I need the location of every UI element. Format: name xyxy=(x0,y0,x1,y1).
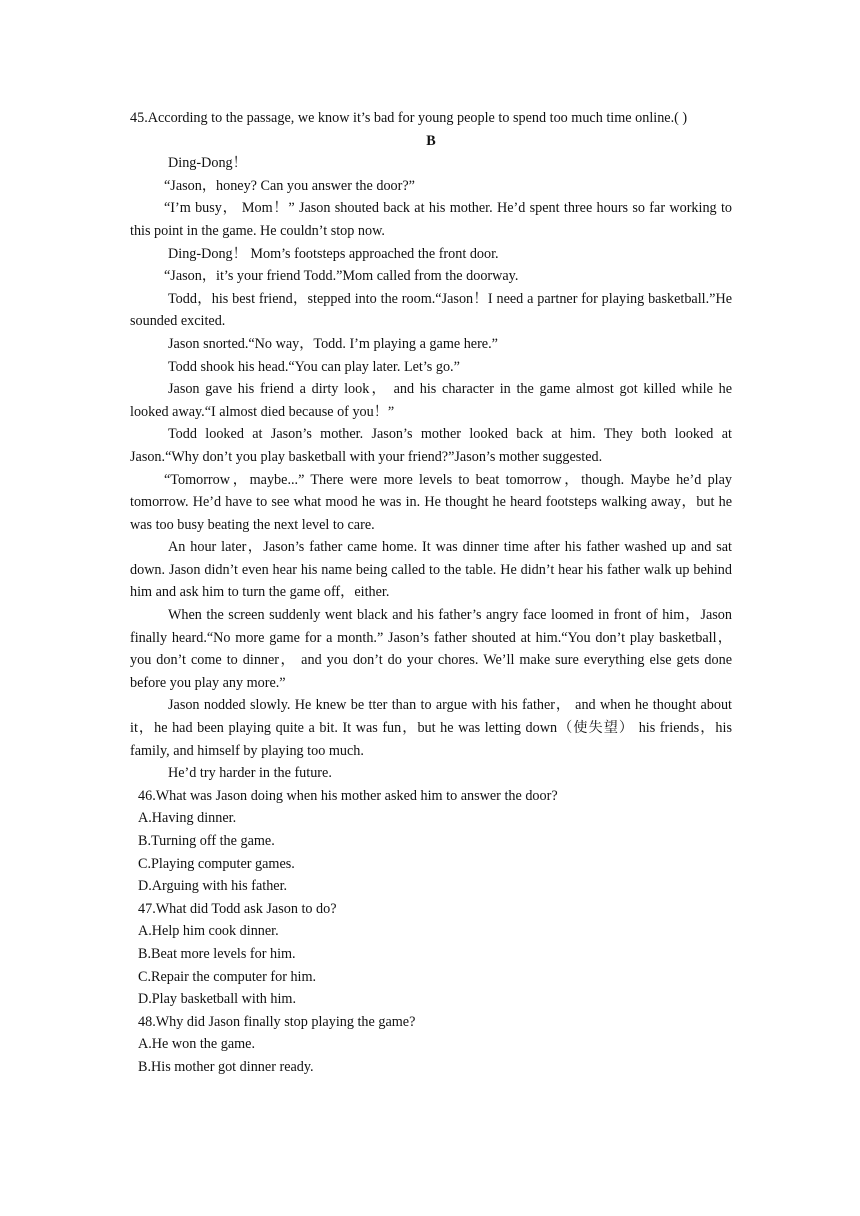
answer-option: A.He won the game. xyxy=(138,1036,256,1053)
paragraph: An hour later，Jason’s father came home. It was dinner time after his father washed up and sat down. Jason didn’t even hear his name being called to the table. He didn’t hear his father walk up behind him and ask him to turn the game off，either. xyxy=(130,539,732,601)
paragraph: He’d try harder in the future. xyxy=(168,765,332,782)
paragraph: Todd，his best friend，stepped into the room.“Jason！I need a partner for playing basketball.”He sounded excited. xyxy=(130,290,732,330)
answer-option: D.Arguing with his father. xyxy=(138,878,288,895)
answer-option: A.Having dinner. xyxy=(138,810,237,827)
answer-option: D.Play basketball with him. xyxy=(138,991,297,1008)
question-stem: 46.What was Jason doing when his mother asked him to answer the door? xyxy=(138,787,558,804)
paragraph: “I’m busy， Mom！” Jason shouted back at his mother. He’d spent three hours so far working to this point in the game. He couldn’t stop now. xyxy=(130,200,732,239)
paragraph: Jason snorted.“No way，Todd. I’m playing a game here.” xyxy=(168,335,498,352)
paragraph: Todd looked at Jason’s mother. Jason’s mother looked back at him. They both looked at Jason.“Why don’t you play basketball with your friend?”Jason’s mother suggested. xyxy=(130,426,732,465)
question-stem: 47.What did Todd ask Jason to do? xyxy=(138,900,337,917)
paragraph: “Tomorrow，maybe...” There were more levels to beat tomorrow，though. Maybe he’d play tomorrow. He’d have to see what mood he was in. He thought he heard footsteps walking away，but he was too busy beating the next level to care. xyxy=(130,471,732,533)
paragraph: “Jason，honey? Can you answer the door?” xyxy=(164,177,415,194)
answer-option: C.Repair the computer for him. xyxy=(138,968,317,985)
paragraph: Ding-Dong！ xyxy=(168,155,247,172)
paragraph: Ding-Dong！ Mom’s footsteps approached the front door. xyxy=(168,245,499,262)
paragraph: When the screen suddenly went black and his father’s angry face loomed in front of him，Jason finally heard.“No more game for a month.” Jason’s father shouted at him.“You don’t play basketball， you don’t come to dinner， and you don’t do your chores. We’ll make sure everything else gets done before you play any more.” xyxy=(130,607,732,691)
answer-option: B.His mother got dinner ready. xyxy=(138,1058,314,1075)
question-stem: 48.Why did Jason finally stop playing the game? xyxy=(138,1013,416,1030)
document-page xyxy=(130,107,732,1079)
answer-option: C.Playing computer games. xyxy=(138,855,295,872)
paragraph: Jason nodded slowly. He knew be tter than to argue with his father， and when he thought about it，he had been playing quite a bit. It was fun，but he was letting down（使失望） his friends，his family, and himself by playing too much. xyxy=(130,697,732,759)
paragraph: “Jason，it’s your friend Todd.”Mom called from the doorway. xyxy=(164,268,519,285)
answer-option: B.Turning off the game. xyxy=(138,833,275,849)
paragraph: Jason gave his friend a dirty look， and his character in the game almost got killed while he looked away.“I almost died because of you！” xyxy=(130,381,732,420)
answer-option: B.Beat more levels for him. xyxy=(138,945,296,962)
answer-option: A.Help him cook dinner. xyxy=(138,923,279,940)
paragraph: Todd shook his head.“You can play later. Let’s go.” xyxy=(168,358,460,375)
question-45: 45.According to the passage, we know it’s bad for young people to spend too much time online.( ) xyxy=(130,110,688,126)
section-title: B xyxy=(426,132,436,149)
